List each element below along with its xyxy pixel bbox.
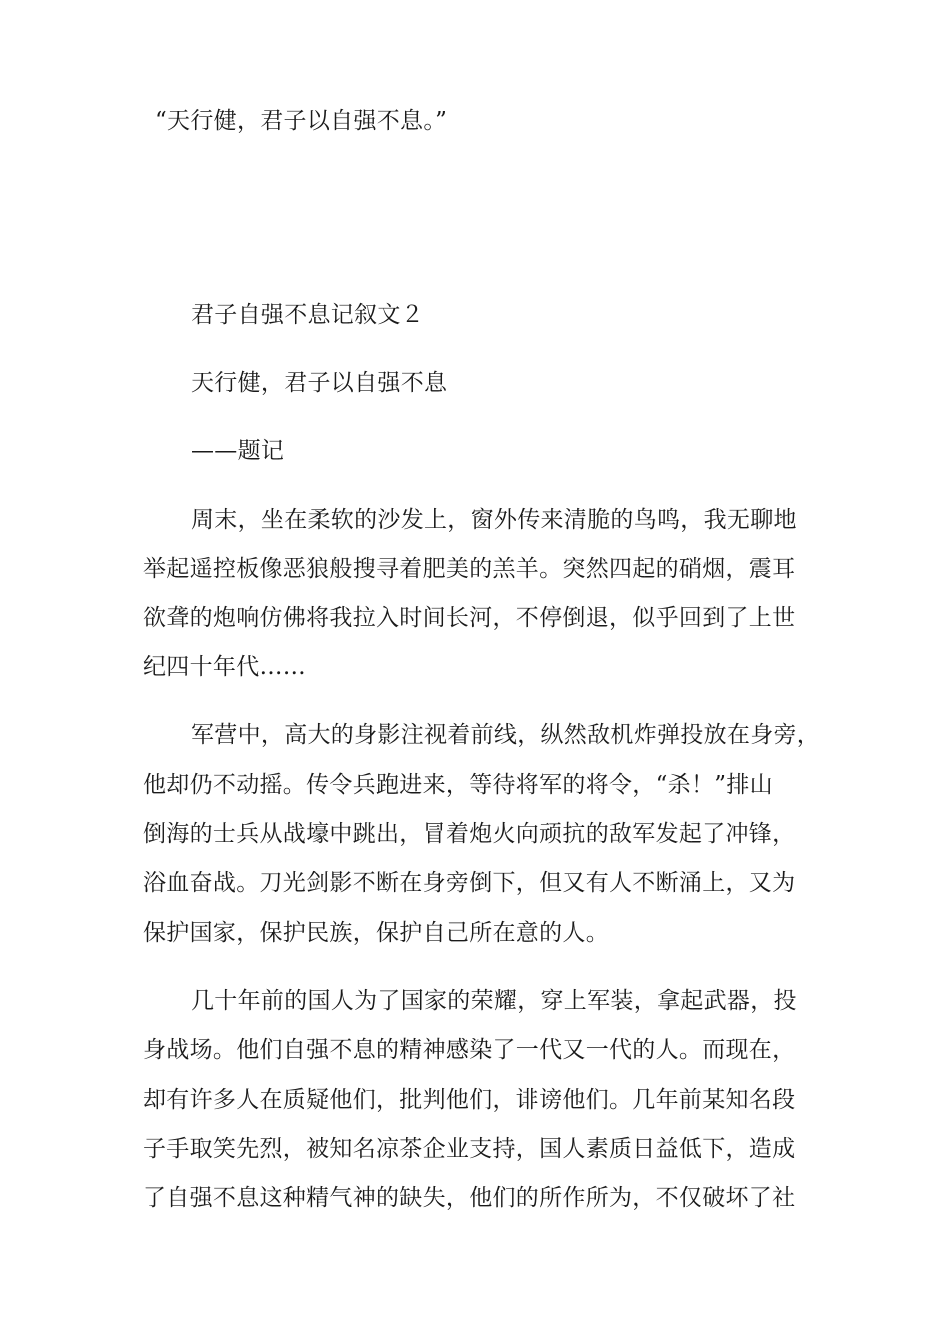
paragraph-2-line-2: 他却仍不动摇。传令兵跑进来，等待将军的将令，“杀！”排山 <box>143 772 773 798</box>
paragraph-1-line-3: 欲聋的炮响仿佛将我拉入时间长河，不停倒退，似乎回到了上世 <box>143 605 796 631</box>
paragraph-3-line-2: 身战场。他们自强不息的精神感染了一代又一代的人。而现在， <box>143 1037 796 1063</box>
paragraph-3-line-4: 子手取笑先烈，被知名凉茶企业支持，国人素质日益低下，造成 <box>143 1136 796 1162</box>
paragraph-3-line-3: 却有许多人在质疑他们，批判他们，诽谤他们。几年前某知名段 <box>143 1087 796 1113</box>
paragraph-1-line-1: 周末，坐在柔软的沙发上，窗外传来清脆的鸟鸣，我无聊地 <box>191 507 797 533</box>
opening-quote: “天行健，君子以自强不息。” <box>155 108 448 134</box>
paragraph-2-line-5: 保护国家，保护民族，保护自己所在意的人。 <box>143 920 609 946</box>
essay-title: 君子自强不息记叙文２ <box>191 302 424 328</box>
paragraph-2-line-1: 军营中，高大的身影注视着前线，纵然敌机炸弹投放在身旁， <box>191 722 821 748</box>
paragraph-1-line-4: 纪四十年代…… <box>143 654 307 680</box>
paragraph-3-line-5: 了自强不息这种精气神的缺失，他们的所作所为，不仅破坏了社 <box>143 1185 796 1211</box>
paragraph-3-line-1: 几十年前的国人为了国家的荣耀，穿上军装，拿起武器，投 <box>191 988 797 1014</box>
epigraph-note: ——题记 <box>191 438 285 464</box>
paragraph-2-line-3: 倒海的士兵从战壕中跳出，冒着炮火向顽抗的敌军发起了冲锋， <box>143 821 796 847</box>
epigraph: 天行健，君子以自强不息 <box>191 370 448 396</box>
paragraph-2-line-4: 浴血奋战。刀光剑影不断在身旁倒下，但又有人不断涌上，又为 <box>143 870 796 896</box>
paragraph-1-line-2: 举起遥控板像恶狼般搜寻着肥美的羔羊。突然四起的硝烟，震耳 <box>143 556 796 582</box>
